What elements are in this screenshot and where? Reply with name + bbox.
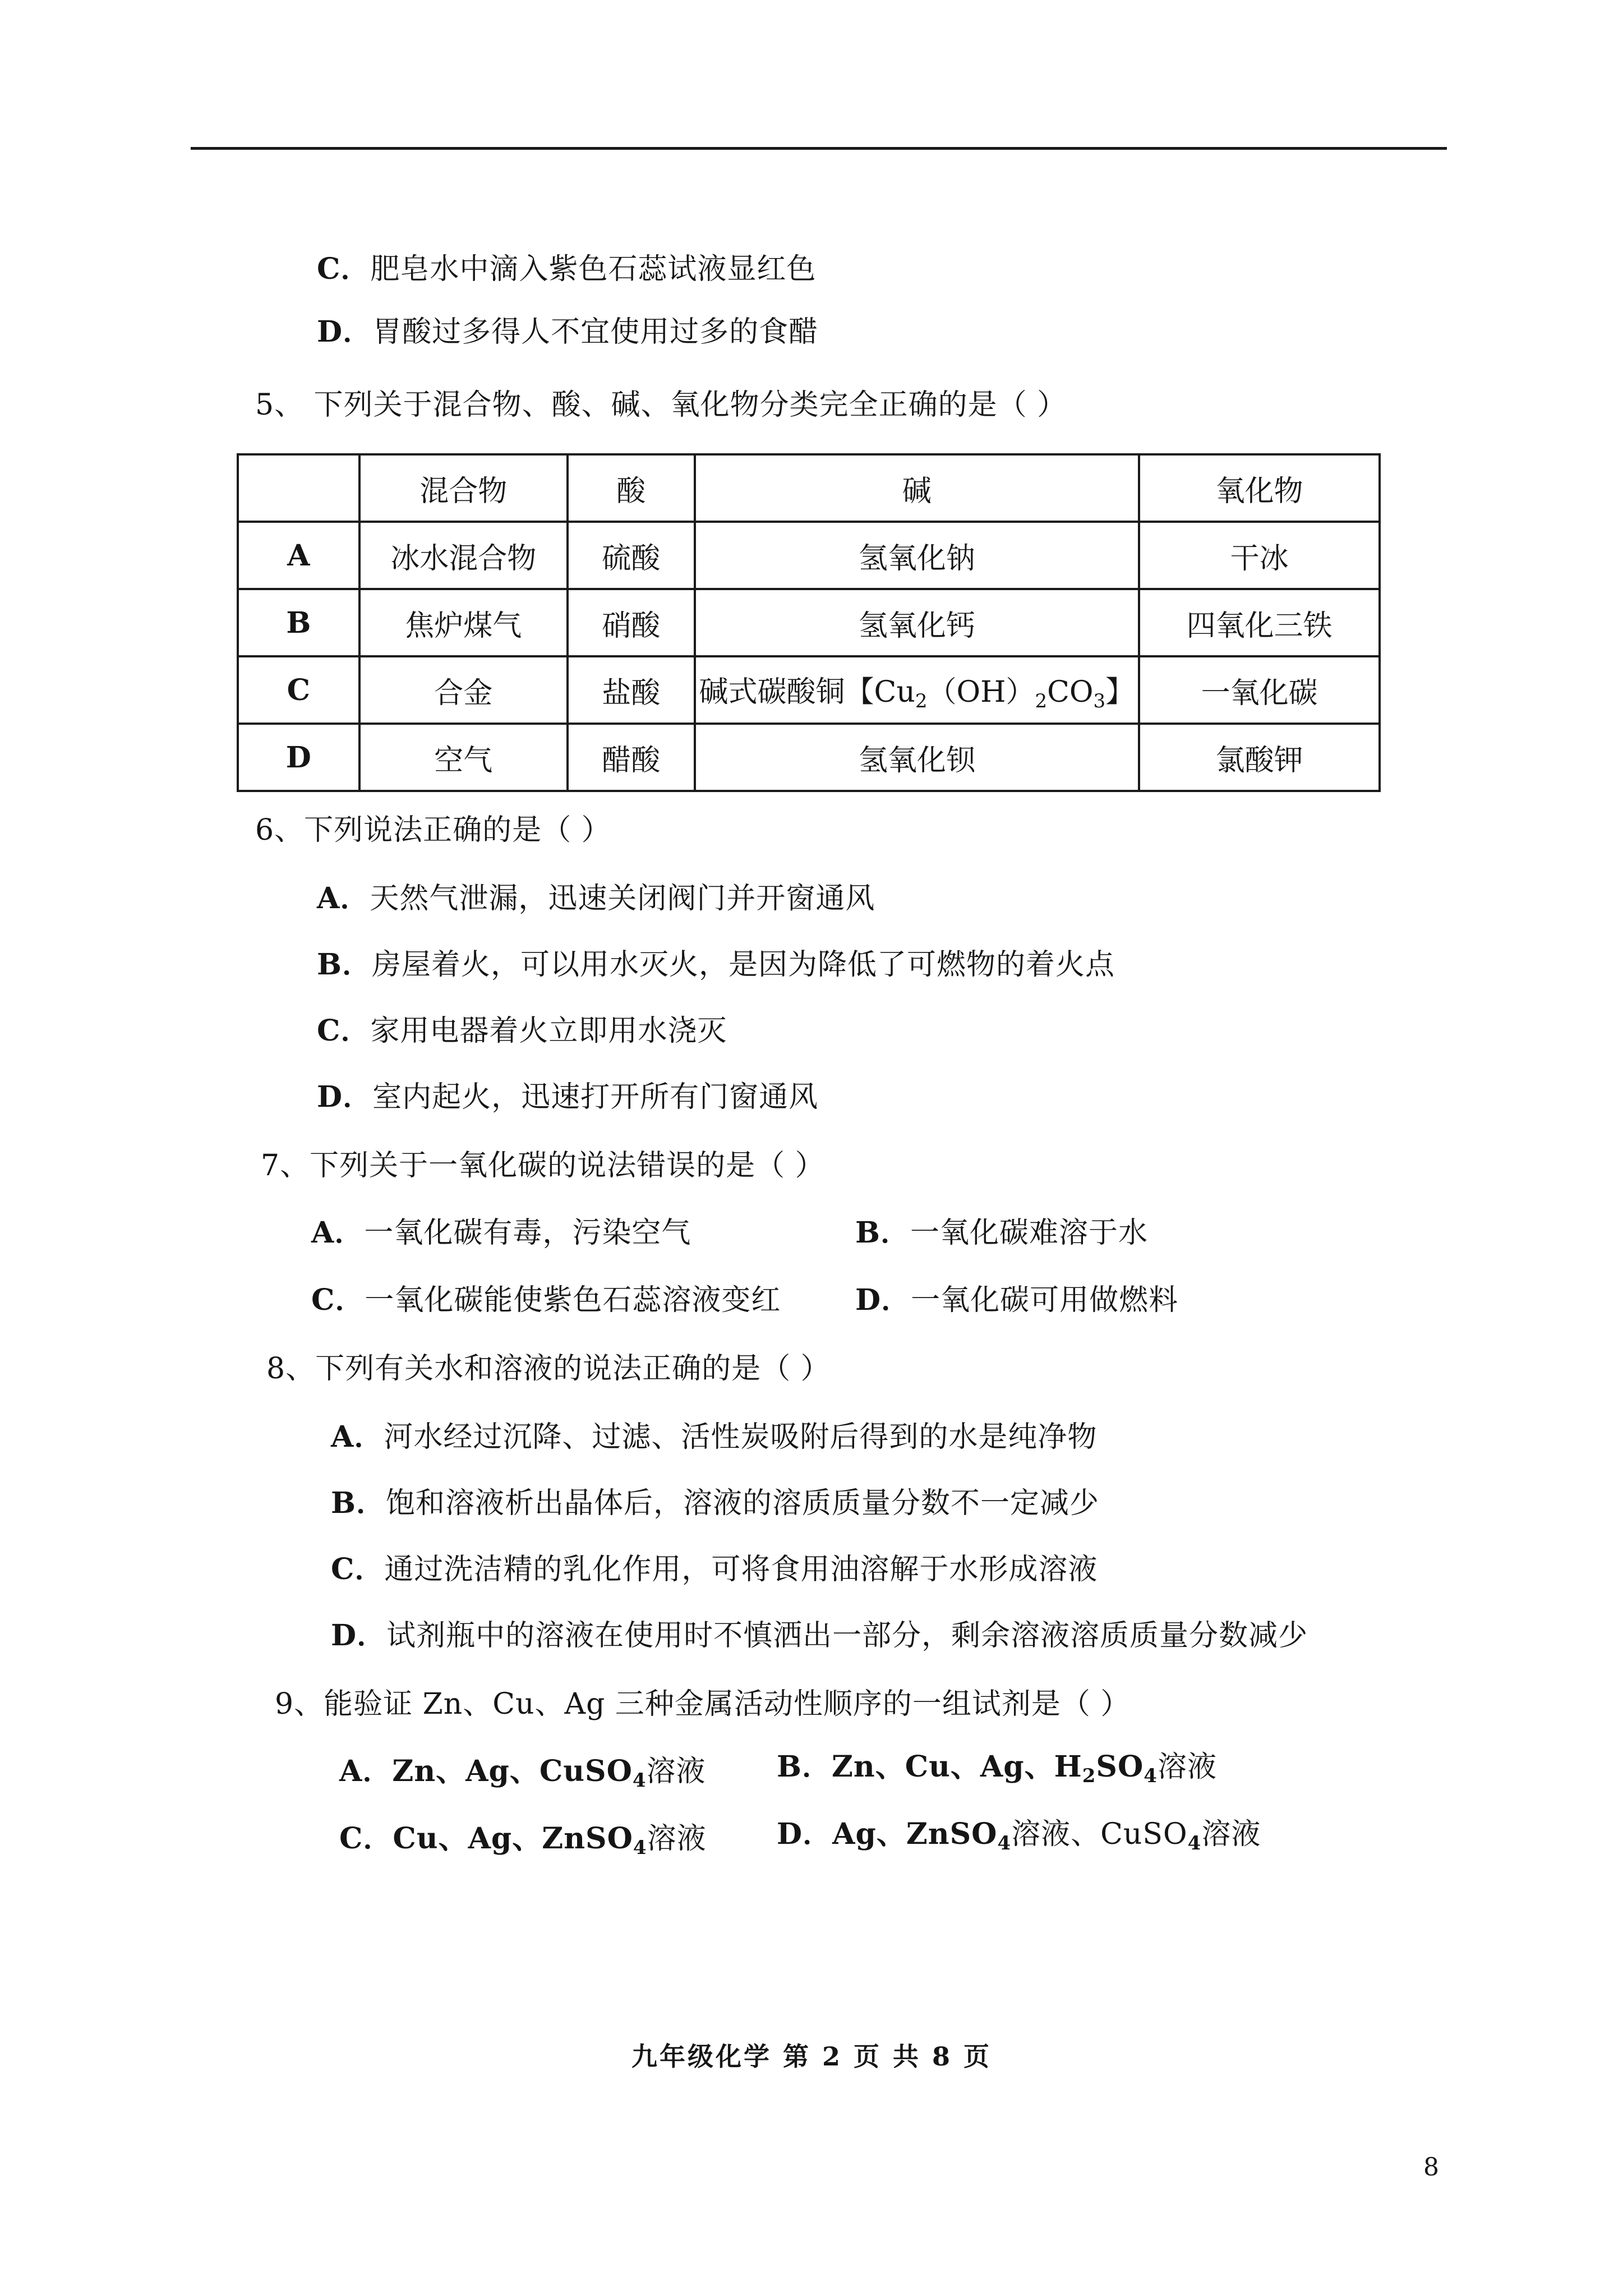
q8-option-a xyxy=(331,1419,1097,1455)
table-row xyxy=(238,656,1380,724)
q9-stem xyxy=(275,1686,1130,1722)
formula-subscript: 2 xyxy=(915,689,928,712)
option-letter: D． xyxy=(331,1618,387,1653)
q8-option-b xyxy=(331,1485,1099,1521)
q6-option-c xyxy=(317,1013,727,1049)
option-letter: C． xyxy=(317,252,371,286)
option-letter: B． xyxy=(777,1750,832,1784)
option-letter: D． xyxy=(855,1283,911,1317)
option-text: 一氧化碳可用做燃料 xyxy=(911,1283,1179,1317)
q9-option-b xyxy=(777,1749,1217,1794)
formula-part: Cu、Ag、ZnSO xyxy=(393,1821,633,1856)
q9-option-c xyxy=(339,1821,707,1866)
option-text: 通过洗洁精的乳化作用，可将食用油溶解于水形成溶液 xyxy=(384,1553,1098,1586)
q8-stem xyxy=(266,1351,831,1387)
formula-part: （OH） xyxy=(927,675,1035,709)
q8-option-c xyxy=(331,1552,1098,1588)
table-cell: 冰水混合物 xyxy=(359,522,568,589)
table-cell: 氯酸钾 xyxy=(1139,724,1380,791)
question-stem: 7、下列关于一氧化碳的说法错误的是（ ） xyxy=(261,1149,825,1182)
option-text: 溶液 xyxy=(1201,1818,1261,1851)
q7-stem xyxy=(261,1148,825,1184)
q4-option-c xyxy=(317,251,816,287)
formula-part: Ag、ZnSO xyxy=(832,1817,998,1851)
option-letter: D． xyxy=(777,1817,833,1851)
q6-stem xyxy=(255,812,611,848)
table-cell: 盐酸 xyxy=(568,656,695,724)
option-text: 河水经过沉降、过滤、活性炭吸附后得到的水是纯净物 xyxy=(384,1420,1098,1454)
table-cell: 醋酸 xyxy=(568,724,695,791)
table-cell: 硝酸 xyxy=(568,589,695,656)
q6-option-a xyxy=(317,881,875,917)
option-text: 溶液 xyxy=(1157,1750,1217,1784)
formula-part: 】 xyxy=(1105,675,1135,709)
q7-option-b xyxy=(855,1215,1148,1251)
option-letter: C． xyxy=(311,1283,365,1317)
formula-subscript: 4 xyxy=(1144,1765,1158,1787)
question-stem: 9、能验证 Zn、Cu、Ag 三种金属活动性顺序的一组试剂是（ ） xyxy=(275,1687,1131,1721)
option-text: 试剂瓶中的溶液在使用时不慎洒出一部分，剩余溶液溶质质量分数减少 xyxy=(386,1619,1308,1653)
q9-option-d xyxy=(777,1816,1261,1861)
table-header-cell: 碱 xyxy=(695,454,1140,522)
header-rule xyxy=(191,147,1447,150)
q5-classification-table xyxy=(237,453,1381,792)
row-label: B xyxy=(238,589,359,656)
table-header-cell: 氧化物 xyxy=(1139,454,1380,522)
q8-option-d xyxy=(331,1618,1308,1654)
table-row xyxy=(238,522,1380,589)
table-cell: 四氧化三铁 xyxy=(1139,589,1380,656)
formula-part: Zn、Ag、CuSO xyxy=(392,1754,633,1788)
q4-option-d xyxy=(317,314,818,350)
table-header-cell: 混合物 xyxy=(359,454,568,522)
option-letter: A． xyxy=(311,1216,365,1250)
formula-subscript: 4 xyxy=(632,1769,647,1792)
option-letter: A． xyxy=(317,881,370,915)
table-cell: 空气 xyxy=(359,724,568,791)
option-letter: B． xyxy=(331,1486,386,1520)
q7-option-a xyxy=(311,1215,691,1251)
q9-option-a xyxy=(339,1754,706,1798)
table-row xyxy=(238,724,1380,791)
formula-part: 碱式碳酸铜【Cu xyxy=(699,675,915,709)
table-row xyxy=(238,589,1380,656)
table-cell: 氢氧化钠 xyxy=(695,522,1140,589)
row-label: C xyxy=(238,656,359,724)
q5-stem xyxy=(255,387,1067,423)
formula-subscript: 3 xyxy=(1093,689,1106,712)
formula-part: CO xyxy=(1047,675,1094,709)
option-letter: B． xyxy=(855,1216,910,1250)
table-cell: 一氧化碳 xyxy=(1139,656,1380,724)
table-cell: 氢氧化钡 xyxy=(695,724,1140,791)
q6-option-b xyxy=(317,947,1115,983)
option-text: 溶液 xyxy=(647,1822,707,1856)
q6-option-d xyxy=(317,1079,818,1115)
table-cell: 干冰 xyxy=(1139,522,1380,589)
option-letter: D． xyxy=(317,315,373,349)
option-letter: A． xyxy=(331,1420,384,1454)
table-header-row xyxy=(238,454,1380,522)
option-letter: C． xyxy=(331,1552,385,1586)
row-label: A xyxy=(238,522,359,589)
option-text: 室内起火，迅速打开所有门窗通风 xyxy=(372,1080,819,1114)
formula-subscript: 2 xyxy=(1035,689,1048,712)
question-stem: 8、下列有关水和溶液的说法正确的是（ ） xyxy=(266,1352,831,1386)
table-header-cell: 酸 xyxy=(568,454,695,522)
table-cell: 焦炉煤气 xyxy=(359,589,568,656)
q7-option-d xyxy=(855,1282,1178,1318)
option-letter: A． xyxy=(339,1754,393,1788)
option-text: 一氧化碳难溶于水 xyxy=(910,1216,1148,1250)
option-text: 房屋着火，可以用水灭火，是因为降低了可燃物的着火点 xyxy=(371,948,1115,982)
option-letter: C． xyxy=(317,1014,371,1048)
option-text: 饱和溶液析出晶体后，溶液的溶质质量分数不一定减少 xyxy=(385,1487,1099,1520)
table-cell: 合金 xyxy=(359,656,568,724)
option-text: 一氧化碳有毒，污染空气 xyxy=(364,1216,691,1250)
option-letter: B． xyxy=(317,947,372,982)
formula-subscript: 4 xyxy=(633,1837,647,1859)
row-label: D xyxy=(238,724,359,791)
page-number: 8 xyxy=(1423,2153,1439,2182)
option-text: 天然气泄漏，迅速关闭阀门并开窗通风 xyxy=(370,882,875,915)
table-cell: 硫酸 xyxy=(568,522,695,589)
formula-part: SO xyxy=(1096,1750,1144,1784)
option-text: 胃酸过多得人不宜使用过多的食醋 xyxy=(372,315,819,349)
formula-part: Zn、Cu、Ag、H xyxy=(831,1750,1082,1784)
table-header-cell xyxy=(238,454,359,522)
table-cell: 氢氧化钙 xyxy=(695,589,1140,656)
option-text: 家用电器着火立即用水浇灭 xyxy=(370,1014,727,1048)
formula-subscript: 4 xyxy=(997,1832,1012,1855)
option-text: 一氧化碳能使紫色石蕊溶液变红 xyxy=(365,1283,781,1317)
formula-subscript: 4 xyxy=(1187,1832,1202,1855)
table-cell-basic-copper-carbonate xyxy=(695,656,1140,724)
option-text: 肥皂水中滴入紫色石蕊试液显红色 xyxy=(370,252,817,286)
q7-option-c xyxy=(311,1282,781,1318)
page-footer: 九年级化学 第 2 页 共 8 页 xyxy=(631,2041,992,2072)
question-stem: 5、 下列关于混合物、酸、碱、氧化物分类完全正确的是（ ） xyxy=(255,388,1067,422)
option-text: 溶液 xyxy=(646,1755,706,1788)
option-text: 溶液、CuSO xyxy=(1011,1818,1188,1851)
question-stem: 6、下列说法正确的是（ ） xyxy=(255,813,611,847)
option-letter: C． xyxy=(339,1821,393,1856)
option-letter: D． xyxy=(317,1080,373,1114)
formula-subscript: 2 xyxy=(1082,1765,1096,1787)
